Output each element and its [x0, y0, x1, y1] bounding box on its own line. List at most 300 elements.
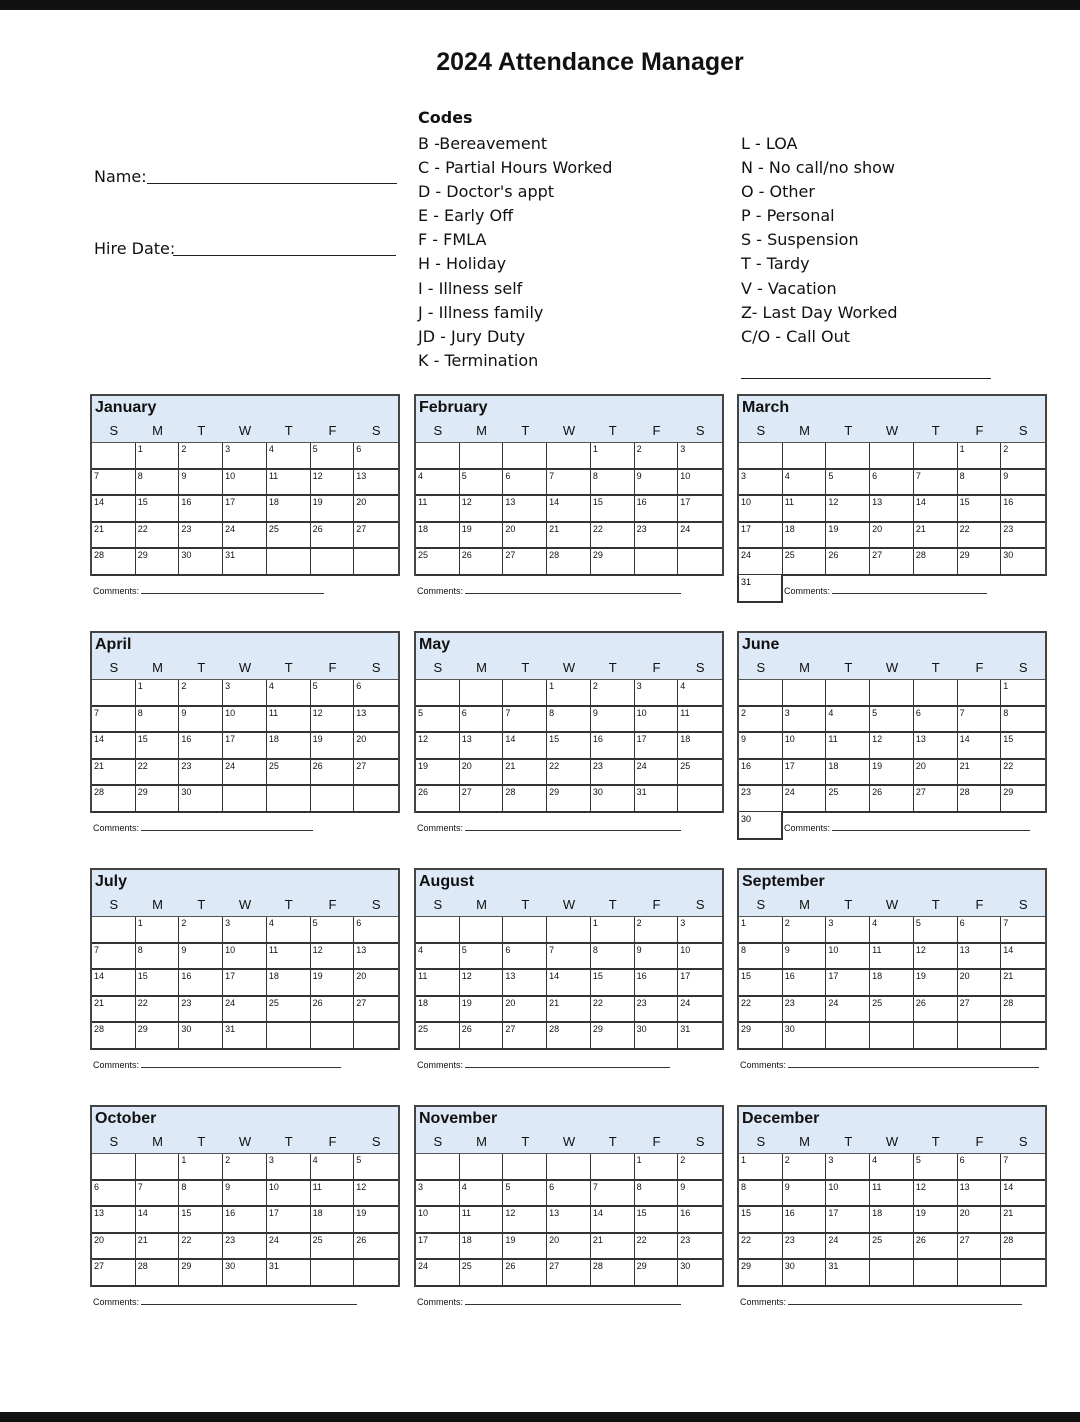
day-cell[interactable]: 21	[591, 1234, 635, 1261]
day-cell[interactable]	[460, 1154, 504, 1181]
day-cell[interactable]: 23	[223, 1234, 267, 1261]
day-cell[interactable]: 6	[354, 917, 398, 944]
day-cell[interactable]: 6	[92, 1181, 136, 1208]
comments-field[interactable]	[784, 822, 1030, 833]
comments-line[interactable]	[465, 1296, 681, 1305]
day-cell[interactable]: 16	[1001, 496, 1045, 523]
day-cell[interactable]: 24	[826, 997, 870, 1024]
day-cell[interactable]: 14	[1001, 944, 1045, 971]
day-cell[interactable]: 28	[958, 786, 1002, 813]
day-cell[interactable]: 11	[783, 496, 827, 523]
day-cell[interactable]: 13	[354, 470, 398, 497]
day-cell[interactable]: 30	[737, 812, 783, 840]
day-cell[interactable]: 16	[783, 970, 827, 997]
day-cell[interactable]: 26	[870, 786, 914, 813]
day-cell[interactable]: 15	[136, 733, 180, 760]
comments-line[interactable]	[141, 585, 324, 594]
day-cell[interactable]: 3	[783, 707, 827, 734]
day-cell[interactable]: 8	[136, 707, 180, 734]
day-cell[interactable]: 30	[179, 549, 223, 576]
day-cell[interactable]: 23	[635, 997, 679, 1024]
day-cell[interactable]: 7	[136, 1181, 180, 1208]
day-cell[interactable]: 9	[635, 470, 679, 497]
day-cell[interactable]: 26	[914, 1234, 958, 1261]
day-cell[interactable]: 13	[354, 707, 398, 734]
day-cell[interactable]	[958, 1023, 1002, 1050]
day-cell[interactable]: 20	[870, 523, 914, 550]
day-cell[interactable]: 31	[223, 549, 267, 576]
day-cell[interactable]: 11	[267, 707, 311, 734]
comments-line[interactable]	[465, 585, 681, 594]
comments-line[interactable]	[465, 822, 681, 831]
day-cell[interactable]: 12	[503, 1207, 547, 1234]
day-cell[interactable]: 9	[591, 707, 635, 734]
day-cell[interactable]	[591, 1154, 635, 1181]
day-cell[interactable]: 25	[416, 1023, 460, 1050]
day-cell[interactable]: 11	[678, 707, 722, 734]
day-cell[interactable]: 10	[678, 470, 722, 497]
day-cell[interactable]: 22	[739, 997, 783, 1024]
day-cell[interactable]: 22	[547, 760, 591, 787]
day-cell[interactable]: 18	[460, 1234, 504, 1261]
day-cell[interactable]: 29	[739, 1023, 783, 1050]
day-cell[interactable]: 27	[958, 997, 1002, 1024]
day-cell[interactable]: 25	[267, 997, 311, 1024]
name-field[interactable]	[147, 183, 397, 184]
day-cell[interactable]	[92, 443, 136, 470]
day-cell[interactable]: 5	[460, 944, 504, 971]
day-cell[interactable]: 22	[179, 1234, 223, 1261]
day-cell[interactable]	[416, 680, 460, 707]
comments-field[interactable]	[417, 585, 681, 596]
day-cell[interactable]: 28	[136, 1260, 180, 1287]
day-cell[interactable]	[1001, 1023, 1045, 1050]
day-cell[interactable]: 17	[223, 733, 267, 760]
day-cell[interactable]: 2	[635, 443, 679, 470]
hire-date-field[interactable]	[173, 255, 396, 256]
day-cell[interactable]: 4	[460, 1181, 504, 1208]
day-cell[interactable]	[914, 1023, 958, 1050]
day-cell[interactable]	[870, 680, 914, 707]
day-cell[interactable]: 28	[92, 1023, 136, 1050]
day-cell[interactable]: 10	[826, 1181, 870, 1208]
day-cell[interactable]: 18	[311, 1207, 355, 1234]
day-cell[interactable]	[870, 1260, 914, 1287]
day-cell[interactable]: 5	[460, 470, 504, 497]
day-cell[interactable]: 6	[503, 470, 547, 497]
day-cell[interactable]: 7	[958, 707, 1002, 734]
day-cell[interactable]: 17	[678, 496, 722, 523]
day-cell[interactable]: 21	[547, 997, 591, 1024]
day-cell[interactable]	[311, 1260, 355, 1287]
day-cell[interactable]: 19	[826, 523, 870, 550]
day-cell[interactable]: 8	[635, 1181, 679, 1208]
day-cell[interactable]: 29	[635, 1260, 679, 1287]
day-cell[interactable]: 29	[739, 1260, 783, 1287]
day-cell[interactable]: 7	[547, 470, 591, 497]
day-cell[interactable]: 4	[267, 680, 311, 707]
day-cell[interactable]: 24	[635, 760, 679, 787]
day-cell[interactable]: 10	[267, 1181, 311, 1208]
day-cell[interactable]: 4	[267, 443, 311, 470]
day-cell[interactable]	[416, 443, 460, 470]
day-cell[interactable]	[503, 917, 547, 944]
day-cell[interactable]: 2	[783, 1154, 827, 1181]
day-cell[interactable]: 19	[503, 1234, 547, 1261]
day-cell[interactable]: 1	[1001, 680, 1045, 707]
day-cell[interactable]: 27	[914, 786, 958, 813]
day-cell[interactable]: 11	[826, 733, 870, 760]
day-cell[interactable]: 7	[1001, 1154, 1045, 1181]
day-cell[interactable]: 12	[460, 496, 504, 523]
day-cell[interactable]	[223, 786, 267, 813]
day-cell[interactable]: 29	[179, 1260, 223, 1287]
day-cell[interactable]: 21	[92, 523, 136, 550]
day-cell[interactable]: 20	[92, 1234, 136, 1261]
day-cell[interactable]: 31	[635, 786, 679, 813]
day-cell[interactable]	[1001, 1260, 1045, 1287]
day-cell[interactable]: 21	[958, 760, 1002, 787]
day-cell[interactable]: 7	[92, 707, 136, 734]
day-cell[interactable]: 3	[678, 443, 722, 470]
day-cell[interactable]: 20	[503, 997, 547, 1024]
day-cell[interactable]: 19	[311, 733, 355, 760]
day-cell[interactable]	[136, 1154, 180, 1181]
day-cell[interactable]: 14	[92, 496, 136, 523]
day-cell[interactable]: 7	[92, 944, 136, 971]
day-cell[interactable]: 12	[416, 733, 460, 760]
day-cell[interactable]: 9	[179, 944, 223, 971]
day-cell[interactable]	[826, 1023, 870, 1050]
day-cell[interactable]	[635, 549, 679, 576]
day-cell[interactable]: 29	[547, 786, 591, 813]
day-cell[interactable]: 15	[739, 1207, 783, 1234]
day-cell[interactable]: 11	[267, 470, 311, 497]
day-cell[interactable]: 28	[547, 1023, 591, 1050]
day-cell[interactable]: 8	[591, 470, 635, 497]
day-cell[interactable]: 26	[416, 786, 460, 813]
day-cell[interactable]: 20	[354, 496, 398, 523]
day-cell[interactable]	[547, 1154, 591, 1181]
day-cell[interactable]: 4	[783, 470, 827, 497]
day-cell[interactable]: 1	[547, 680, 591, 707]
day-cell[interactable]: 15	[739, 970, 783, 997]
day-cell[interactable]: 20	[547, 1234, 591, 1261]
day-cell[interactable]: 29	[1001, 786, 1045, 813]
comments-field[interactable]	[740, 1059, 1039, 1070]
comments-line[interactable]	[788, 1059, 1039, 1068]
day-cell[interactable]: 19	[311, 496, 355, 523]
day-cell[interactable]: 24	[416, 1260, 460, 1287]
day-cell[interactable]: 1	[591, 443, 635, 470]
day-cell[interactable]: 23	[179, 997, 223, 1024]
day-cell[interactable]: 30	[783, 1260, 827, 1287]
day-cell[interactable]	[460, 680, 504, 707]
day-cell[interactable]: 17	[783, 760, 827, 787]
day-cell[interactable]: 21	[92, 760, 136, 787]
day-cell[interactable]: 20	[503, 523, 547, 550]
day-cell[interactable]	[914, 680, 958, 707]
day-cell[interactable]: 24	[223, 523, 267, 550]
day-cell[interactable]: 5	[503, 1181, 547, 1208]
comments-field[interactable]	[93, 1296, 357, 1307]
day-cell[interactable]: 13	[92, 1207, 136, 1234]
custom-code-field[interactable]	[741, 378, 991, 379]
day-cell[interactable]	[678, 786, 722, 813]
day-cell[interactable]: 5	[870, 707, 914, 734]
day-cell[interactable]: 28	[92, 786, 136, 813]
day-cell[interactable]: 27	[503, 549, 547, 576]
day-cell[interactable]: 8	[179, 1181, 223, 1208]
day-cell[interactable]: 14	[92, 733, 136, 760]
day-cell[interactable]: 16	[678, 1207, 722, 1234]
day-cell[interactable]: 22	[635, 1234, 679, 1261]
day-cell[interactable]: 1	[635, 1154, 679, 1181]
day-cell[interactable]: 27	[547, 1260, 591, 1287]
day-cell[interactable]: 3	[635, 680, 679, 707]
day-cell[interactable]: 19	[311, 970, 355, 997]
day-cell[interactable]: 5	[914, 917, 958, 944]
day-cell[interactable]: 27	[354, 523, 398, 550]
day-cell[interactable]: 29	[958, 549, 1002, 576]
comments-field[interactable]	[93, 1059, 341, 1070]
day-cell[interactable]: 9	[179, 470, 223, 497]
day-cell[interactable]: 30	[635, 1023, 679, 1050]
day-cell[interactable]: 17	[223, 970, 267, 997]
day-cell[interactable]: 11	[870, 944, 914, 971]
day-cell[interactable]: 6	[958, 917, 1002, 944]
comments-field[interactable]	[740, 1296, 1022, 1307]
day-cell[interactable]: 6	[547, 1181, 591, 1208]
day-cell[interactable]	[503, 443, 547, 470]
day-cell[interactable]: 26	[311, 523, 355, 550]
day-cell[interactable]: 12	[870, 733, 914, 760]
day-cell[interactable]: 22	[1001, 760, 1045, 787]
day-cell[interactable]: 2	[179, 680, 223, 707]
comments-line[interactable]	[832, 585, 987, 594]
day-cell[interactable]: 6	[460, 707, 504, 734]
day-cell[interactable]: 26	[460, 1023, 504, 1050]
day-cell[interactable]: 16	[179, 496, 223, 523]
day-cell[interactable]: 27	[354, 760, 398, 787]
day-cell[interactable]: 4	[870, 917, 914, 944]
day-cell[interactable]: 5	[311, 680, 355, 707]
day-cell[interactable]: 7	[1001, 917, 1045, 944]
day-cell[interactable]: 24	[826, 1234, 870, 1261]
day-cell[interactable]: 7	[914, 470, 958, 497]
day-cell[interactable]: 29	[591, 1023, 635, 1050]
day-cell[interactable]: 6	[503, 944, 547, 971]
day-cell[interactable]: 13	[870, 496, 914, 523]
day-cell[interactable]: 10	[223, 470, 267, 497]
day-cell[interactable]: 14	[914, 496, 958, 523]
day-cell[interactable]: 23	[179, 523, 223, 550]
day-cell[interactable]: 15	[1001, 733, 1045, 760]
day-cell[interactable]: 2	[783, 917, 827, 944]
day-cell[interactable]: 31	[267, 1260, 311, 1287]
day-cell[interactable]: 22	[136, 523, 180, 550]
day-cell[interactable]: 13	[958, 944, 1002, 971]
day-cell[interactable]: 24	[223, 760, 267, 787]
day-cell[interactable]: 13	[503, 496, 547, 523]
day-cell[interactable]	[826, 443, 870, 470]
day-cell[interactable]: 30	[179, 786, 223, 813]
day-cell[interactable]: 23	[739, 786, 783, 813]
day-cell[interactable]: 1	[739, 1154, 783, 1181]
day-cell[interactable]: 19	[870, 760, 914, 787]
day-cell[interactable]: 5	[354, 1154, 398, 1181]
day-cell[interactable]: 21	[503, 760, 547, 787]
day-cell[interactable]: 6	[914, 707, 958, 734]
day-cell[interactable]: 25	[678, 760, 722, 787]
day-cell[interactable]: 18	[678, 733, 722, 760]
day-cell[interactable]: 15	[591, 496, 635, 523]
day-cell[interactable]: 31	[223, 1023, 267, 1050]
day-cell[interactable]: 21	[1001, 1207, 1045, 1234]
day-cell[interactable]: 25	[267, 523, 311, 550]
day-cell[interactable]: 31	[826, 1260, 870, 1287]
day-cell[interactable]: 14	[92, 970, 136, 997]
day-cell[interactable]: 21	[914, 523, 958, 550]
day-cell[interactable]: 2	[678, 1154, 722, 1181]
day-cell[interactable]: 16	[635, 496, 679, 523]
day-cell[interactable]	[958, 1260, 1002, 1287]
day-cell[interactable]: 17	[678, 970, 722, 997]
day-cell[interactable]: 22	[591, 523, 635, 550]
comments-field[interactable]	[93, 822, 313, 833]
day-cell[interactable]	[914, 1260, 958, 1287]
day-cell[interactable]: 29	[136, 549, 180, 576]
day-cell[interactable]	[416, 917, 460, 944]
day-cell[interactable]: 14	[547, 496, 591, 523]
day-cell[interactable]: 8	[958, 470, 1002, 497]
day-cell[interactable]: 25	[870, 997, 914, 1024]
day-cell[interactable]: 8	[1001, 707, 1045, 734]
day-cell[interactable]: 20	[958, 1207, 1002, 1234]
day-cell[interactable]: 22	[136, 997, 180, 1024]
day-cell[interactable]: 8	[739, 1181, 783, 1208]
day-cell[interactable]: 23	[783, 1234, 827, 1261]
day-cell[interactable]: 10	[416, 1207, 460, 1234]
day-cell[interactable]: 25	[826, 786, 870, 813]
comments-field[interactable]	[417, 1059, 670, 1070]
day-cell[interactable]	[503, 680, 547, 707]
day-cell[interactable]	[354, 786, 398, 813]
day-cell[interactable]	[870, 443, 914, 470]
day-cell[interactable]: 9	[635, 944, 679, 971]
day-cell[interactable]: 5	[416, 707, 460, 734]
day-cell[interactable]: 18	[416, 523, 460, 550]
day-cell[interactable]: 15	[179, 1207, 223, 1234]
day-cell[interactable]: 20	[354, 733, 398, 760]
day-cell[interactable]: 16	[591, 733, 635, 760]
day-cell[interactable]: 25	[267, 760, 311, 787]
day-cell[interactable]	[267, 549, 311, 576]
day-cell[interactable]: 20	[460, 760, 504, 787]
day-cell[interactable]: 12	[311, 944, 355, 971]
comments-line[interactable]	[141, 1059, 341, 1068]
day-cell[interactable]	[267, 786, 311, 813]
day-cell[interactable]: 10	[635, 707, 679, 734]
day-cell[interactable]	[739, 680, 783, 707]
day-cell[interactable]: 10	[678, 944, 722, 971]
day-cell[interactable]: 19	[460, 523, 504, 550]
day-cell[interactable]: 9	[678, 1181, 722, 1208]
day-cell[interactable]: 3	[826, 1154, 870, 1181]
day-cell[interactable]: 28	[547, 549, 591, 576]
day-cell[interactable]: 5	[826, 470, 870, 497]
day-cell[interactable]: 17	[635, 733, 679, 760]
day-cell[interactable]: 12	[460, 970, 504, 997]
day-cell[interactable]: 25	[460, 1260, 504, 1287]
day-cell[interactable]: 19	[914, 970, 958, 997]
comments-field[interactable]	[417, 1296, 681, 1307]
day-cell[interactable]: 24	[739, 549, 783, 576]
day-cell[interactable]	[311, 549, 355, 576]
day-cell[interactable]: 5	[311, 443, 355, 470]
day-cell[interactable]: 9	[739, 733, 783, 760]
day-cell[interactable]: 5	[311, 917, 355, 944]
day-cell[interactable]: 11	[311, 1181, 355, 1208]
day-cell[interactable]: 14	[136, 1207, 180, 1234]
day-cell[interactable]: 25	[870, 1234, 914, 1261]
day-cell[interactable]: 13	[914, 733, 958, 760]
day-cell[interactable]: 4	[267, 917, 311, 944]
day-cell[interactable]: 24	[678, 523, 722, 550]
day-cell[interactable]: 15	[591, 970, 635, 997]
day-cell[interactable]: 4	[870, 1154, 914, 1181]
day-cell[interactable]: 20	[354, 970, 398, 997]
day-cell[interactable]: 4	[678, 680, 722, 707]
day-cell[interactable]: 5	[914, 1154, 958, 1181]
day-cell[interactable]	[311, 786, 355, 813]
day-cell[interactable]: 23	[179, 760, 223, 787]
day-cell[interactable]: 10	[223, 944, 267, 971]
day-cell[interactable]: 16	[179, 970, 223, 997]
day-cell[interactable]	[914, 443, 958, 470]
day-cell[interactable]: 15	[136, 970, 180, 997]
day-cell[interactable]: 15	[547, 733, 591, 760]
day-cell[interactable]: 26	[826, 549, 870, 576]
day-cell[interactable]: 21	[547, 523, 591, 550]
day-cell[interactable]: 23	[1001, 523, 1045, 550]
day-cell[interactable]: 13	[460, 733, 504, 760]
day-cell[interactable]	[678, 549, 722, 576]
day-cell[interactable]: 11	[267, 944, 311, 971]
day-cell[interactable]: 29	[136, 786, 180, 813]
day-cell[interactable]: 27	[503, 1023, 547, 1050]
day-cell[interactable]: 22	[958, 523, 1002, 550]
day-cell[interactable]: 16	[783, 1207, 827, 1234]
day-cell[interactable]: 3	[267, 1154, 311, 1181]
day-cell[interactable]	[783, 680, 827, 707]
day-cell[interactable]: 4	[416, 470, 460, 497]
comments-line[interactable]	[788, 1296, 1022, 1305]
comments-line[interactable]	[141, 822, 313, 831]
day-cell[interactable]: 19	[914, 1207, 958, 1234]
day-cell[interactable]	[354, 1023, 398, 1050]
day-cell[interactable]: 14	[1001, 1181, 1045, 1208]
day-cell[interactable]: 13	[547, 1207, 591, 1234]
day-cell[interactable]: 7	[591, 1181, 635, 1208]
day-cell[interactable]: 30	[1001, 549, 1045, 576]
day-cell[interactable]: 3	[678, 917, 722, 944]
day-cell[interactable]: 1	[136, 917, 180, 944]
day-cell[interactable]: 19	[416, 760, 460, 787]
day-cell[interactable]: 26	[460, 549, 504, 576]
day-cell[interactable]: 2	[635, 917, 679, 944]
day-cell[interactable]	[739, 443, 783, 470]
